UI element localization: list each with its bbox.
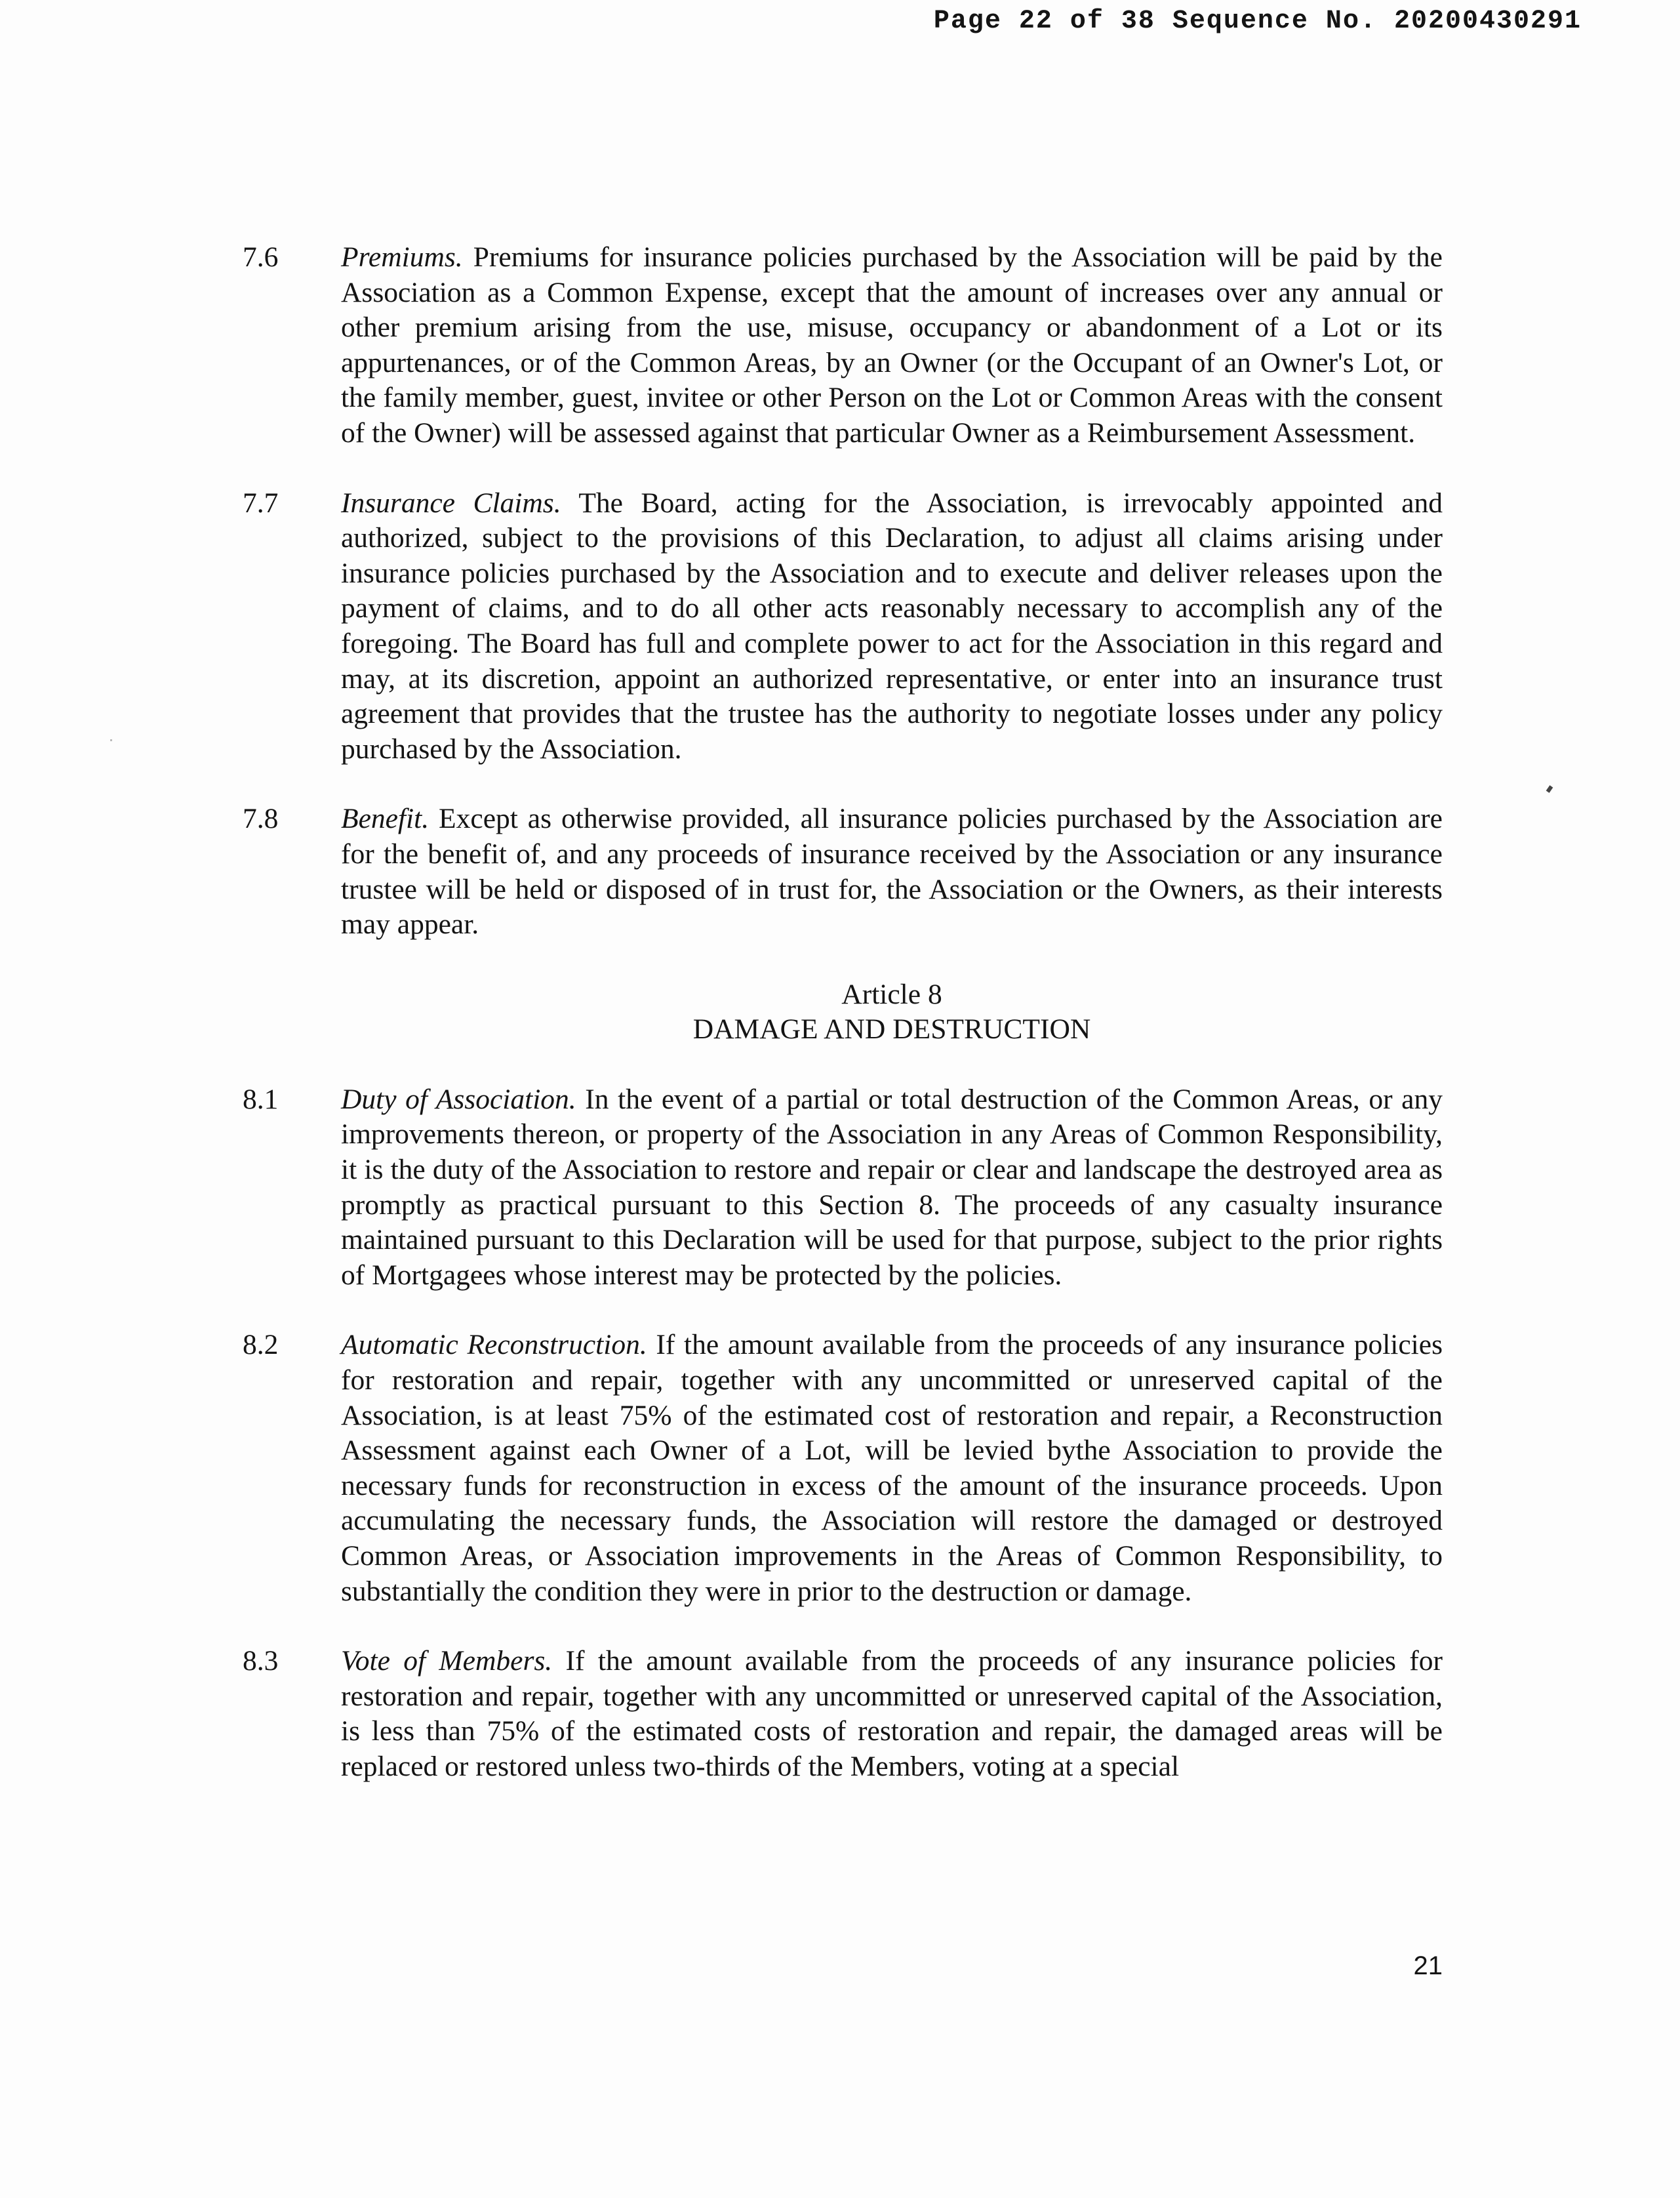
section-7-6 [243,240,1443,451]
section-text: In the event of a partial or total destruction of the Common Areas, or any improvements thereon, or property of the Association in any Areas of Common Responsibility, it is the duty of the Association to restore and repair or clear and landscape the destroyed area as promptly as practical pursuant to this Section 8. The proceeds of any casualty insurance maintained pursuant to this Declaration will be used for that purpose, subject to the prior rights of Mortgagees whose interest may be protected by the policies. [341,1083,1443,1291]
article-label: Article 8 [841,978,942,1010]
section-title: Insurance Claims. [341,487,561,519]
section-text: Except as otherwise provided, all insurance policies purchased by the Association are for the benefit of, and any proceeds of insurance received by the Association or any insurance trustee will be held or disposed of in trust for, the Association or the Owners, as their interests may appear. [341,803,1443,941]
section-number: 8.1 [243,1083,279,1115]
section-8-2 [243,1328,1443,1609]
section-number: 8.3 [243,1645,279,1677]
scan-artifact-speck [110,739,112,741]
section-8-1 [243,1082,1443,1293]
section-7-8 [243,802,1443,942]
section-paragraph [341,1082,1443,1293]
section-paragraph [341,240,1443,451]
scan-artifact-mark [1546,785,1553,793]
section-paragraph [341,802,1443,942]
section-number: 8.2 [243,1329,279,1361]
section-title: Premiums. [341,241,463,273]
section-paragraph [341,486,1443,767]
section-title: Automatic Reconstruction. [341,1329,647,1361]
section-paragraph [341,1328,1443,1609]
section-paragraph [341,1644,1443,1784]
section-text: If the amount available from the proceeds of any insurance policies for restoration and repair, together with any uncommitted or unreserved capital of the Association, is less than 75% of the estimated costs of restoration and repair, the damaged areas will be replaced or restored unless two-thirds of the Members, voting at a special [341,1645,1443,1782]
page-number: 21 [1413,1951,1443,1980]
section-title: Duty of Association. [341,1083,576,1115]
section-text: If the amount available from the proceeds of any insurance policies for restoration and repair, together with any uncommitted or unreserved capital of the Association, is at least 75% of the estimated cost of restoration and repair, a Reconstruction Assessment against each Owner of a Lot, will be levied bythe Association to provide the necessary funds for reconstruction in excess of the amount of the insurance proceeds. Upon accumulating the necessary funds, the Association will restore the damaged or destroyed Common Areas, or Association improvements in the Areas of Common Responsibility, to substantially the condition they were in prior to the destruction or damage. [341,1329,1443,1607]
section-text: The Board, acting for the Association, is irrevocably appointed and authorized, subject to the provisions of this Declaration, to adjust all claims arising under insurance policies purchased by the Association and to execute and deliver releases upon the payment of claims, and to do all other acts reasonably necessary to accomplish any of the foregoing. The Board has full and complete power to act for the Association in this regard and may, at its discretion, appoint an authorized representative, or enter into an insurance trust agreement that provides that the trustee has the authority to negotiate losses under any policy purchased by the Association. [341,487,1443,765]
article-heading [243,977,1443,1048]
article-title: DAMAGE AND DESTRUCTION [692,1013,1091,1046]
section-number: 7.6 [243,241,279,273]
section-title: Vote of Members. [341,1645,553,1677]
page-sequence-header: Page 22 of 38 Sequence No. 20200430291 [933,7,1582,36]
section-text: Premiums for insurance policies purchased by the Association will be paid by the Association as a Common Expense, except that the amount of increases over any annual or other premium arising from the use, misuse, occupancy or abandonment of a Lot or its appurtenances, or of the Common Areas, by an Owner (or the Occupant of an Owner's Lot, or the family member, guest, invitee or other Person on the Lot or Common Areas with the consent of the Owner) will be assessed against that particular Owner as a Reimbursement Assessment. [341,241,1443,449]
section-7-7 [243,486,1443,767]
section-title: Benefit. [341,803,430,835]
section-number: 7.8 [243,803,279,835]
document-body [243,240,1443,1820]
section-number: 7.7 [243,487,279,519]
section-8-3 [243,1644,1443,1784]
